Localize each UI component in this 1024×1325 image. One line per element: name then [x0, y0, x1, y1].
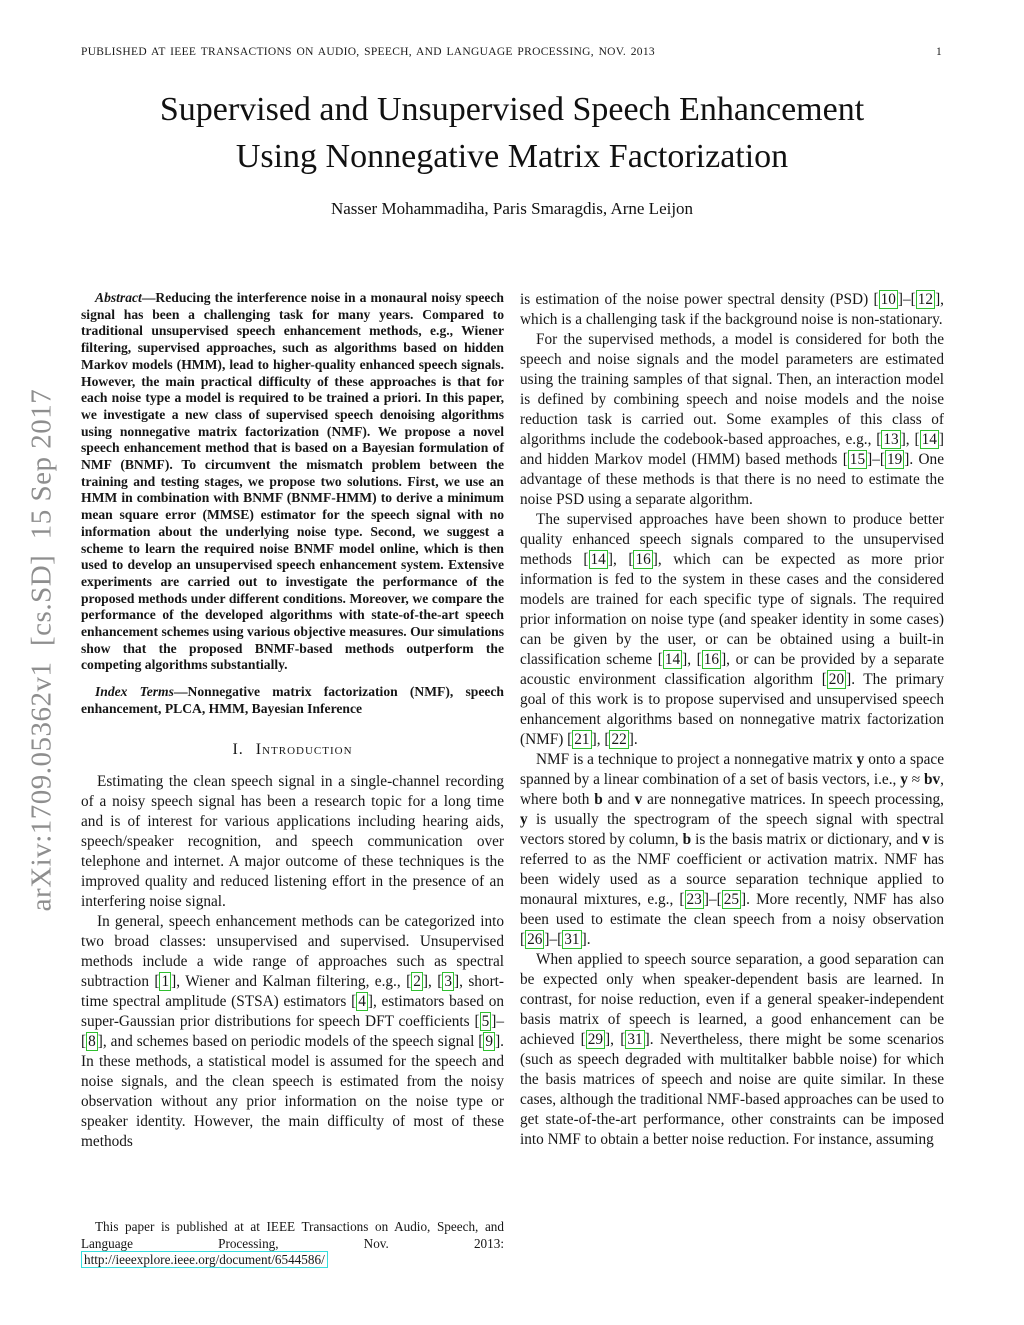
- lead-in-label: Index Terms: [95, 684, 174, 700]
- citation-link[interactable]: 8: [88, 1032, 96, 1050]
- math-symbol: b: [682, 831, 692, 848]
- citation-link[interactable]: 14: [590, 551, 606, 568]
- intro-paragraph-1: Estimating the clean speech signal in a single-channel recording of a noisy speech signal has been a research topic for a long time and is of interest for various applications including hearing aids, speech/speaker recognition, and speech communication over telephone and internet. A major outcome of these techniques is the improved quality and reduced listening effort in the presence of an interfering noise signal.: [81, 772, 504, 910]
- intro-paragraph-2: In general, speech enhancement methods can be categorized into two broad classes: unsupervised and supervised. Unsupervised methods include a wide range of approaches such as spectral subtraction [ 1 ], Wiener and Kalman filtering, e.g., [ 2 ], [ 3 ], short-time spectral amplitude (STSA) estimators [ 4 ], estimators based on super-Gaussian prior distributions for speech DFT coefficients [ 5 ]–[ 8 ], and schemes based on periodic models of the speech signal [ 9 ]. In these methods, a statistical model is assumed for the speech and noise signals, and the clean speech is estimated from the noisy observation without any prior information on the noise type or speaker identity. However, the main difficulty of most of these methods: [81, 912, 505, 1150]
- citation-link[interactable]: 1: [161, 972, 170, 990]
- external-link[interactable]: http://ieeexplore.ieee.org/document/6544586/: [81, 1251, 328, 1268]
- citation-link[interactable]: 16: [703, 651, 720, 668]
- intro-paragraph-6: When applied to speech source separation, a good separation can be expected only when speaker-dependent basis are learned. In contrast, for noise reduction, even if a general speaker-independent basis matrix of speech is learned, a good enhancement can be achieved [ 29 ], [ 31 ]. Nevertheless, there might be some scenarios (such as speech degraded with multitalker babble noise) for which the basis matrices of speech and noise are quite similar. In these cases, although the traditional NMF-based approaches can be used to get state-of-the-art performance, other constraints can be imposed into NMF to obtain a better noise reduction. For instance, assuming: [520, 951, 944, 1148]
- citation-link[interactable]: 12: [917, 291, 934, 308]
- lead-in-label: Abstract: [95, 290, 142, 305]
- math-symbol: v: [922, 831, 930, 848]
- math-symbol: bv: [924, 771, 941, 788]
- citation-link[interactable]: 14: [921, 431, 937, 448]
- math-symbol: y: [856, 751, 865, 768]
- math-symbol: v: [634, 791, 643, 808]
- citation-link[interactable]: 3: [444, 972, 452, 990]
- citation-link[interactable]: 31: [627, 1031, 643, 1048]
- citation-link[interactable]: 14: [664, 651, 681, 668]
- intro-paragraph-4: The supervised approaches have been shown to produce better quality enhanced speech signals compared to the unsupervised methods [ 14 ], [ 16 ], which can be expected as more prior information is fed to the system in these cases and the considered models are trained for each specific type of signals. The required prior information on noise type (and speaker identity in some cases) can be given by the user, or can be obtained using a built-in classification scheme [ 14 ], [ 16 ], or can be provided by a separate acoustic environment classification algorithm [ 20 ]. The primary goal of this work is to propose supervised and unsupervised speech enhancement algorithms based on nonnegative matrix factorization (NMF) [ 21 ], [ 22 ].: [520, 511, 945, 748]
- citation-link[interactable]: 15: [849, 451, 866, 468]
- citation-link[interactable]: 29: [587, 1031, 604, 1048]
- citation-link[interactable]: 5: [481, 1012, 490, 1030]
- citation-link[interactable]: 13: [883, 431, 899, 448]
- citation-link[interactable]: 19: [886, 451, 903, 468]
- citation-link[interactable]: 23: [686, 891, 702, 908]
- math-symbol: y: [520, 811, 528, 828]
- citation-link[interactable]: 9: [485, 1032, 494, 1050]
- publication-footnote: This paper is published at at IEEE Transactions on Audio, Speech, and Language Processing, Nov. 2013: http://ieeexplore.ieee.org/document/6544586/: [81, 1219, 504, 1267]
- intro-paragraph-2-continued: is estimation of the noise power spectral density (PSD) [ 10 ]–[ 12 ], which is a challenging task if the background noise is non-stationary.: [520, 291, 944, 328]
- paper-title-line1: Supervised and Unsupervised Speech Enhancement: [159, 91, 865, 128]
- right-column: [520, 290, 944, 1150]
- running-header: [81, 46, 942, 58]
- citation-link[interactable]: 22: [611, 731, 627, 748]
- paper-title: [0, 86, 1024, 180]
- paper-title-line2: Using Nonnegative Matrix Factorization: [235, 138, 789, 175]
- left-column: [81, 290, 504, 1152]
- arxiv-watermark: arXiv:1709.05362v1 [cs.SD] 15 Sep 2017: [25, 388, 58, 912]
- abstract-paragraph: Abstract—Reducing the interference noise in a monaural noisy speech signal has been a challenging task for many years. Compared to traditional unsupervised speech enhancement methods, e.g., Wiener filtering, supervised approaches, such as algorithms based on hidden Markov models (HMM), lead to higher-quality enhanced speech signals. However, the main practical difficulty of these approaches is that for each noise type a model is required to be trained a priori. In this paper, we investigate a new class of supervised speech denoising algorithms using nonnegative matrix factorization (NMF). We propose a novel speech enhancement method that is based on a Bayesian formulation of NMF (BNMF). To circumvent the mismatch problem between the training and testing stages, we propose two solutions. First, we use an HMM in combination with BNMF (BNMF-HMM) to derive a minimum mean square error (MMSE) estimator for the speech signal with no information about the underlying noise type. Second, we suggest a scheme to learn the required noise BNMF model online, which is then used to develop an unsupervised speech enhancement system. Extensive experiments are carried out to investigate the performance of the proposed methods under different conditions. Moreover, we compare the performance of the developed algorithms with state-of-the-art speech enhancement schemes using various objective measures. Our simulations show that the proposed BNMF-based methods outperform the competing algorithms substantially.: [81, 290, 504, 673]
- citation-link[interactable]: 20: [828, 671, 845, 688]
- section-heading-introduction: I. Introduction: [232, 740, 353, 758]
- citation-link[interactable]: 16: [635, 551, 651, 568]
- citation-link[interactable]: 25: [723, 891, 739, 908]
- citation-link[interactable]: 31: [564, 931, 580, 948]
- index-terms-paragraph: Index Terms—Nonnegative matrix factorization (NMF), speech enhancement, PLCA, HMM, Bayesian Inference: [81, 684, 504, 716]
- citation-link[interactable]: 4: [358, 992, 366, 1010]
- authors: Nasser Mohammadiha, Paris Smaragdis, Arne Leijon: [330, 199, 694, 218]
- citation-link[interactable]: 10: [880, 291, 896, 308]
- intro-paragraph-3: For the supervised methods, a model is considered for both the speech and noise signals and the model parameters are estimated using the training samples of that signal. Then, an interaction model is defined by combining speech and noise models and the noise reduction task is carried out. Some examples of this class of algorithms include the codebook-based approaches, e.g., [ 13 ], [ 14 ] and hidden Markov model (HMM) based methods [ 15 ]–[ 19 ]. One advantage of these methods is that there is no need to estimate the noise PSD using a separate algorithm.: [520, 331, 945, 508]
- math-symbol: y: [900, 771, 908, 788]
- running-header-text: PUBLISHED AT IEEE TRANSACTIONS ON AUDIO, SPEECH, AND LANGUAGE PROCESSING, NOV. 2013: [81, 46, 655, 58]
- citation-link[interactable]: 21: [574, 731, 590, 748]
- page-number: 1: [935, 46, 942, 58]
- citation-link[interactable]: 26: [527, 931, 543, 948]
- intro-paragraph-5: NMF is a technique to project a nonnegative matrix y onto a space spanned by a linear combination of a set of basis vectors, i.e., y ≈ bv, where both b and v are nonnegative matrices. In speech processing, y is usually the spectrogram of the speech signal with spectral vectors stored by column, b is the basis matrix or dictionary, and v is referred to as the NMF coefficient or activation matrix. NMF has been widely used as a source separation technique applied to monaural mixtures, e.g., [ 23 ]–[ 25 ]. More recently, NMF has also been used to estimate the clean speech from a noisy observation [ 26 ]–[ 31 ].: [520, 751, 945, 948]
- math-symbol: b: [594, 791, 603, 808]
- citation-link[interactable]: 2: [413, 972, 421, 990]
